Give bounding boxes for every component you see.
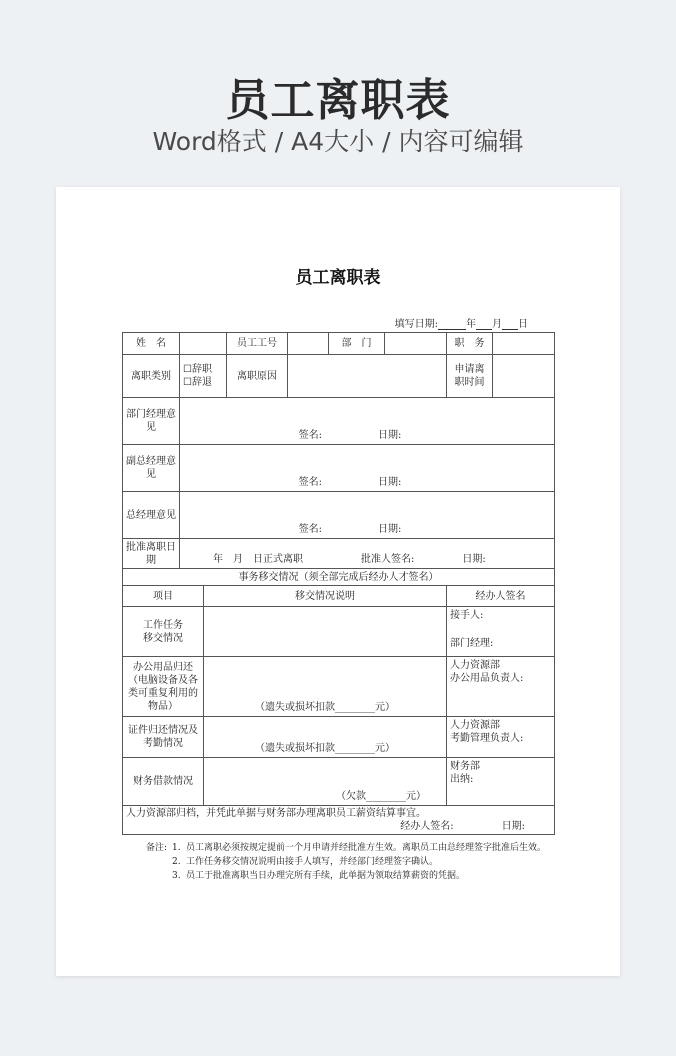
date-label: 日期:	[378, 524, 402, 535]
option-resign[interactable]: ☐辞职	[183, 364, 212, 375]
document-page	[56, 187, 620, 976]
handover-header-desc: 移交情况说明	[204, 586, 447, 607]
fill-date-label: 填写日期:	[394, 319, 438, 330]
handler-sign-b: 出纳:	[450, 774, 474, 785]
handler-sign-b: 部门经理:	[450, 638, 494, 649]
handover-header-item: 项目	[123, 586, 204, 607]
document-title: 员工离职表	[295, 268, 381, 288]
sign-label: 签名:	[298, 524, 322, 535]
field-emp-id[interactable]	[288, 333, 329, 355]
note-number: 3.	[172, 871, 181, 881]
field-approve-date[interactable]	[180, 539, 555, 569]
hr-archive-row[interactable]	[123, 806, 555, 835]
label-gm-opinion: 总经理意见	[123, 492, 180, 539]
handler-sign-a: 财务部	[450, 761, 480, 772]
handler-sign-b: 考勤管理负责人:	[450, 733, 524, 744]
fill-date-day: 日	[518, 319, 528, 330]
handler-sign-b: 办公用品负责人:	[450, 673, 524, 684]
hr-sign-label: 经办人签名:	[400, 821, 454, 832]
field-vp-opinion[interactable]	[180, 445, 555, 492]
label-name: 姓 名	[123, 333, 180, 355]
handover-item: 证件归还情况及考勤情况	[123, 717, 204, 758]
approver-sign-label: 批准人签名:	[361, 554, 415, 565]
label-vp-opinion: 副总经理意见	[123, 445, 180, 492]
handover-handler[interactable]	[447, 758, 555, 806]
handler-sign-a: 人力资源部	[450, 720, 500, 731]
hero-subtitle: Word格式 / A4大小 / 内容可编辑	[152, 127, 524, 156]
handover-desc[interactable]: （遗失或损坏扣款________元）	[204, 657, 447, 717]
notes-section	[146, 841, 566, 883]
date-label: 日期:	[378, 477, 402, 488]
note-number: 2.	[172, 857, 181, 867]
label-apply-time: 申请离职时间	[447, 355, 493, 398]
note-item: 员工离职必须按规定提前一个月申请并经批准方生效。离职员工由总经理签字批准后生效。	[186, 843, 547, 853]
label-leave-type: 离职类别	[123, 355, 180, 398]
label-dept: 部 门	[329, 333, 385, 355]
label-approve-date: 批准离职日期	[123, 539, 180, 569]
handover-desc[interactable]: （遗失或损坏扣款________元）	[204, 717, 447, 758]
field-gm-opinion[interactable]	[180, 492, 555, 539]
handover-desc[interactable]	[204, 607, 447, 657]
resignation-form-table	[122, 332, 555, 835]
fill-date-month: 月	[492, 319, 502, 330]
note-item: 工作任务移交情况说明由接手人填写，并经部门经理签字确认。	[186, 857, 439, 867]
handover-desc[interactable]: （欠款________元）	[204, 758, 447, 806]
field-dept-manager-opinion[interactable]	[180, 398, 555, 445]
field-leave-reason[interactable]	[288, 355, 447, 398]
fill-date	[395, 315, 528, 330]
hero-title: 员工离职表	[225, 75, 451, 126]
hr-date-label: 日期:	[501, 821, 525, 832]
option-dismiss[interactable]: ☐辞退	[183, 377, 212, 388]
handover-item: 财务借款情况	[123, 758, 204, 806]
label-leave-reason: 离职原因	[227, 355, 288, 398]
sign-label: 签名:	[298, 477, 322, 488]
date-label: 日期:	[378, 430, 402, 441]
handover-handler[interactable]	[447, 657, 555, 717]
handover-header-handler: 经办人签名	[447, 586, 555, 607]
handover-handler[interactable]	[447, 607, 555, 657]
handover-item: 工作任务移交情况	[123, 607, 204, 657]
field-name[interactable]	[180, 333, 227, 355]
label-position: 职 务	[447, 333, 493, 355]
note-number: 1.	[172, 843, 181, 853]
leave-type-options[interactable]	[180, 355, 227, 398]
label-dept-manager-opinion: 部门经理意见	[123, 398, 180, 445]
field-position[interactable]	[493, 333, 555, 355]
handover-title: 事务移交情况（须全部完成后经办人才签名）	[123, 569, 555, 586]
approve-date-label: 日期:	[462, 554, 486, 565]
fill-date-year: 年	[466, 319, 476, 330]
field-dept[interactable]	[385, 333, 447, 355]
handler-sign-a: 接手人:	[450, 610, 484, 621]
handover-handler[interactable]	[447, 717, 555, 758]
handler-sign-a: 人力资源部	[450, 660, 500, 671]
notes-label: 备注:	[146, 843, 168, 853]
approve-ymd: 年 月 日正式离职	[213, 554, 303, 565]
sign-label: 签名:	[298, 430, 322, 441]
note-item: 员工于批准离职当日办理完所有手续，此单据为领取结算薪资的凭据。	[186, 871, 466, 881]
hr-archive-note: 人力资源部归档，并凭此单据与财务部办理离职员工薪资结算事宜。	[126, 808, 426, 819]
label-emp-id: 员工工号	[227, 333, 288, 355]
field-apply-time[interactable]	[493, 355, 555, 398]
handover-item: 办公用品归还（电脑设备及各类可重复利用的物品）	[123, 657, 204, 717]
